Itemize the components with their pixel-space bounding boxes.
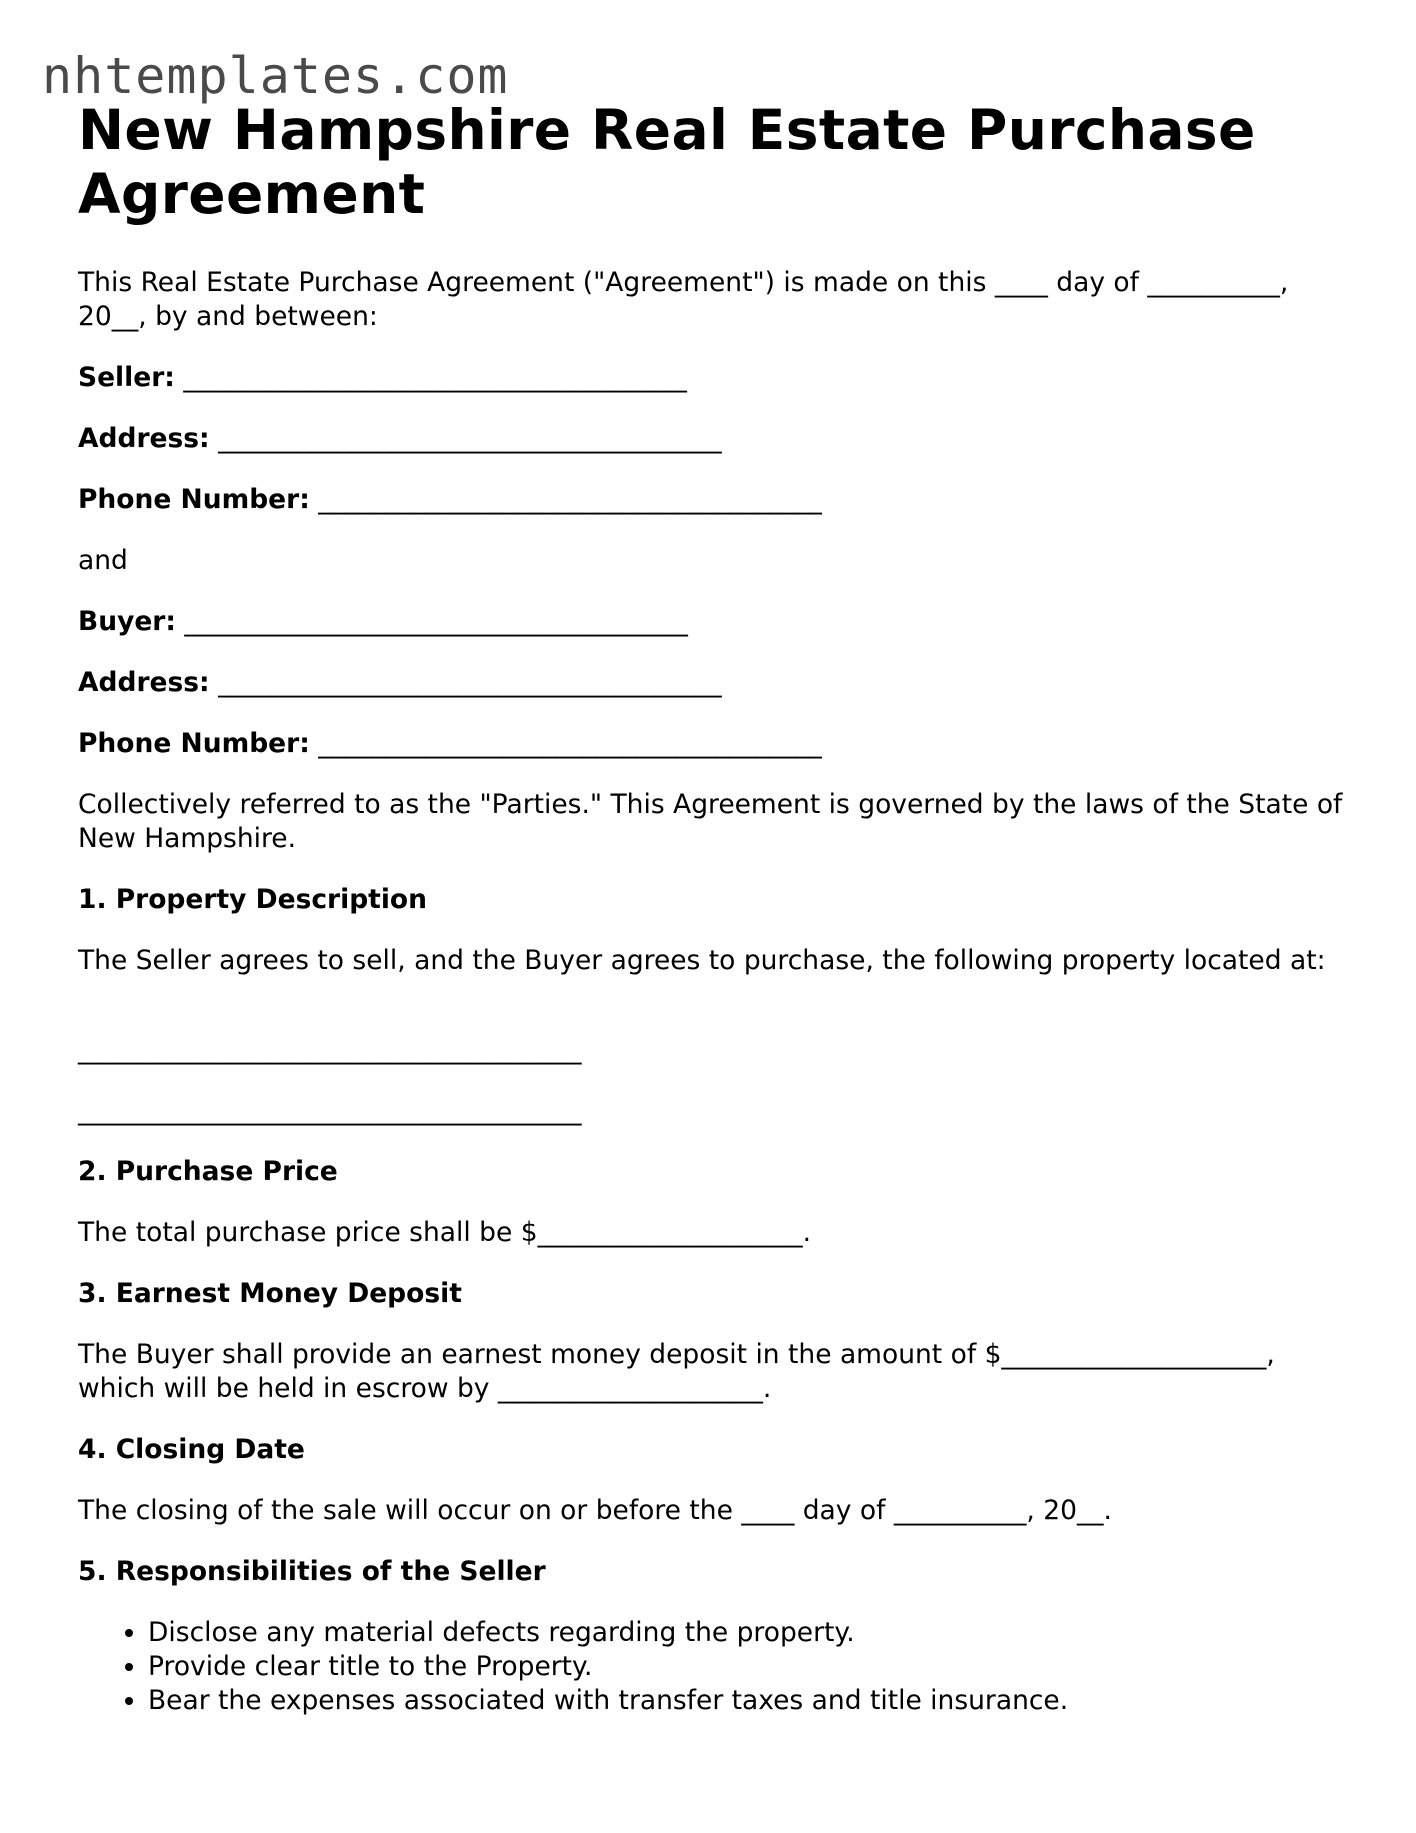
buyer-phone-label: Phone Number: xyxy=(78,728,310,759)
section-heading-price: 2. Purchase Price xyxy=(78,1156,338,1187)
document-title: New Hampshire Real Estate Purchase Agreement xyxy=(78,98,1256,226)
buyer-phone-blank: ______________________________________ xyxy=(318,728,822,759)
price-text: The total purchase price shall be $____________________. xyxy=(78,1217,811,1248)
seller-address-field xyxy=(78,422,1348,456)
property-text: The Seller agrees to sell, and the Buyer agrees to purchase, the following property located at: xyxy=(78,945,1326,976)
buyer-phone-field xyxy=(78,727,1348,761)
section-heading-property: 1. Property Description xyxy=(78,884,428,915)
property-blank-line-2: ______________________________________ xyxy=(78,1095,582,1126)
property-blank-line-1: ______________________________________ xyxy=(78,1034,582,1065)
seller-name-field xyxy=(78,361,1348,395)
list-item: • Provide clear title to the Property. xyxy=(148,1650,1348,1684)
seller-phone-blank: ______________________________________ xyxy=(318,484,822,515)
site-watermark: nhtemplates.com xyxy=(42,47,509,105)
buyer-address-blank: ______________________________________ xyxy=(218,667,722,698)
section-heading-deposit: 3. Earnest Money Deposit xyxy=(78,1278,462,1309)
section-heading-seller-responsibilities: 5. Responsibilities of the Seller xyxy=(78,1556,546,1587)
intro-paragraph: This Real Estate Purchase Agreement ("Agreement") is made on this ____ day of __________, 20__, by and between: xyxy=(78,267,1289,332)
closing-text: The closing of the sale will occur on or before the ____ day of __________, 20__. xyxy=(78,1495,1112,1526)
buyer-address-label: Address: xyxy=(78,667,210,698)
list-item: • Bear the expenses associated with transfer taxes and title insurance. xyxy=(148,1684,1348,1718)
seller-name-blank: ______________________________________ xyxy=(183,362,687,393)
buyer-address-field xyxy=(78,666,1348,700)
seller-address-blank: ______________________________________ xyxy=(218,423,722,454)
buyer-name-field xyxy=(78,605,1348,639)
seller-responsibilities-list xyxy=(78,1616,1348,1718)
buyer-name-label: Buyer: xyxy=(78,606,176,637)
buyer-name-blank: ______________________________________ xyxy=(184,606,688,637)
and-text: and xyxy=(78,545,128,576)
seller-name-label: Seller: xyxy=(78,362,175,393)
document-page xyxy=(78,98,1348,1718)
seller-address-label: Address: xyxy=(78,423,210,454)
list-item: • Disclose any material defects regarding the property. xyxy=(148,1616,1348,1650)
deposit-text: The Buyer shall provide an earnest money deposit in the amount of $____________________, which will be held in escrow by ____________________. xyxy=(78,1339,1275,1404)
seller-phone-label: Phone Number: xyxy=(78,484,310,515)
seller-phone-field xyxy=(78,483,1348,517)
governing-law-paragraph: Collectively referred to as the "Parties." This Agreement is governed by the laws of the State of New Hampshire. xyxy=(78,789,1343,854)
section-heading-closing: 4. Closing Date xyxy=(78,1434,305,1465)
